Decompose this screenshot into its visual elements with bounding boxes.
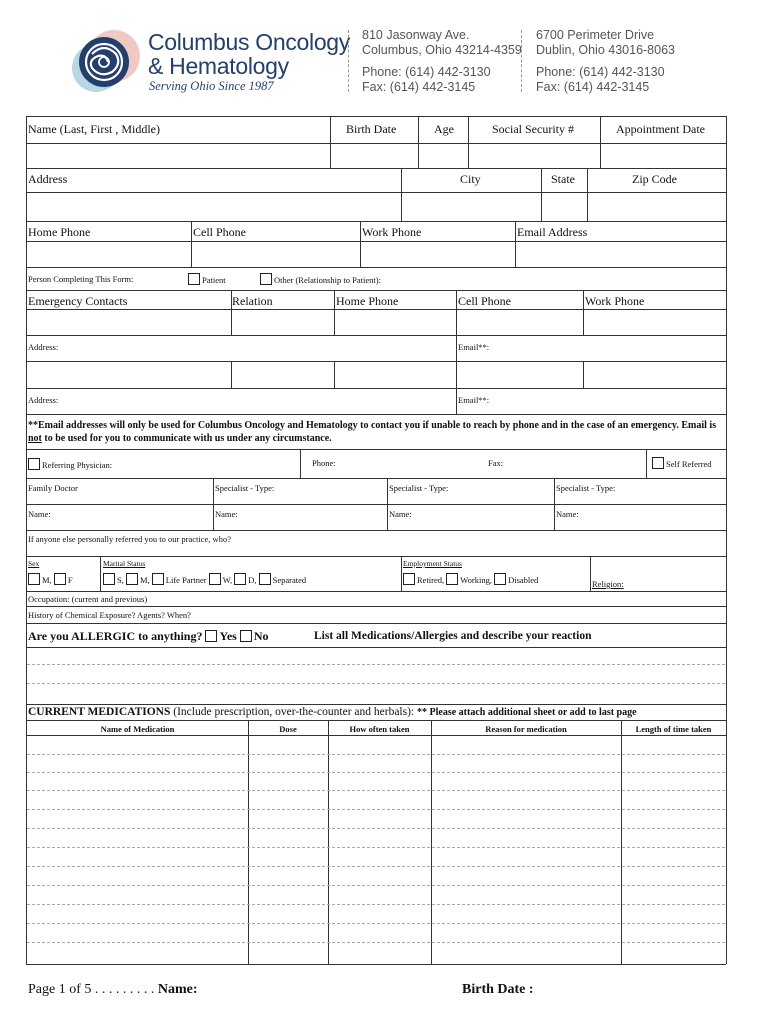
specialist-name-label-3: Name: [556,509,579,519]
person-completing-label: Person Completing This Form: [28,274,134,284]
specialist-name-label-2: Name: [389,509,412,519]
logo-name-line2: & Hematology [148,53,289,79]
chemical-exposure-label: History of Chemical Exposure? Agents? When? [28,610,191,620]
emp-working-checkbox[interactable] [446,573,458,585]
ssn-label: Social Security # [492,122,574,136]
allergy-no-checkbox[interactable] [240,630,252,642]
logo-mark-icon [66,24,148,98]
specialist-type-label-2: Specialist - Type: [389,483,449,493]
employment-options: Retired, Working, Disabled [403,573,538,585]
specialist-name-label-1: Name: [215,509,238,519]
other-option[interactable]: Other (Relationship to Patient): [260,273,381,285]
state-label: State [551,172,575,186]
address-label: Address [28,172,68,186]
work-phone-label: Work Phone [362,225,422,239]
marital-w-checkbox[interactable] [209,573,221,585]
ec-address-label-1: Address: [28,342,59,352]
sex-options: M, F [28,573,73,585]
employment-status-label: Employment Status [403,559,462,568]
allergy-question: Are you ALLERGIC to anything? Yes No [28,629,269,643]
emp-disabled-checkbox[interactable] [494,573,506,585]
birth-date-label: Birth Date [346,122,397,136]
ec-email-label-2: Email**: [458,395,490,405]
col-how-often: How often taken [349,724,410,734]
home-phone-label: Home Phone [28,225,91,239]
marital-options: S, M, Life Partner W, D, Separated [103,573,306,585]
religion-label: Religion: [592,579,624,589]
specialist-type-label-1: Specialist - Type: [215,483,275,493]
marital-s-checkbox[interactable] [103,573,115,585]
footer-page: Page 1 of 5 . . . . . . . . . Name: [28,982,198,997]
city-label: City [460,172,481,186]
cell-phone-label: Cell Phone [193,225,246,239]
col-length: Length of time taken [635,724,712,734]
occupation-label: Occupation: (current and previous) [28,594,148,604]
tagline: Serving Ohio Since 1987 [149,79,274,93]
ec-address-label-2: Address: [28,395,59,405]
age-label: Age [434,122,454,136]
referral-fax-label: Fax: [488,458,504,468]
self-referred-option[interactable]: Self Referred [652,457,712,469]
ec-work-phone-label: Work Phone [585,294,645,308]
name-label: Name (Last, First , Middle) [28,122,160,136]
referring-physician-option[interactable]: Referring Physician: [28,458,112,470]
footer-birth-date: Birth Date : [462,982,534,997]
col-reason: Reason for medication [485,724,567,734]
logo-name-line1: Columbus Oncology [148,29,351,55]
col-medication-name: Name of Medication [100,724,175,734]
ec-cell-phone-label: Cell Phone [458,294,511,308]
relation-label: Relation [232,294,273,308]
patient-checkbox[interactable] [188,273,200,285]
col-dose: Dose [279,724,297,734]
emp-retired-checkbox[interactable] [403,573,415,585]
marital-d-checkbox[interactable] [234,573,246,585]
medications-heading: CURRENT MEDICATIONS (Include prescription, over-the-counter and herbals): ** Please attach additional sheet or add to last page [28,706,637,718]
email-usage-note: **Email addresses will only be used for Columbus Oncology and Hematology to contact you if unable to reach by phone and in the case of an emergency. Email is not to be used for you to communicate with us under any circumstance. [28,420,717,444]
referral-phone-label: Phone: [312,458,336,468]
ec-home-phone-label: Home Phone [336,294,399,308]
emergency-contacts-label: Emergency Contacts [28,294,128,308]
specialist-type-label-3: Specialist - Type: [556,483,616,493]
zip-code-label: Zip Code [632,172,677,186]
marital-status-label: Marital Status [103,559,146,568]
marital-m-checkbox[interactable] [126,573,138,585]
allergy-instruction: List all Medications/Allergies and describe your reaction [314,630,592,642]
ec-email-label-1: Email**: [458,342,490,352]
marital-life-partner-checkbox[interactable] [152,573,164,585]
email-address-label: Email Address [517,225,588,239]
family-doctor-name-label: Name: [28,509,51,519]
allergy-yes-checkbox[interactable] [205,630,217,642]
sex-m-checkbox[interactable] [28,573,40,585]
referred-by-label: If anyone else personally referred you to our practice, who? [28,534,231,544]
referring-physician-checkbox[interactable] [28,458,40,470]
sex-label: Sex [28,559,40,568]
marital-separated-checkbox[interactable] [259,573,271,585]
other-checkbox[interactable] [260,273,272,285]
appointment-date-label: Appointment Date [616,122,705,136]
family-doctor-label: Family Doctor [28,483,78,493]
sex-f-checkbox[interactable] [54,573,66,585]
patient-option[interactable]: Patient [188,273,226,285]
self-referred-checkbox[interactable] [652,457,664,469]
